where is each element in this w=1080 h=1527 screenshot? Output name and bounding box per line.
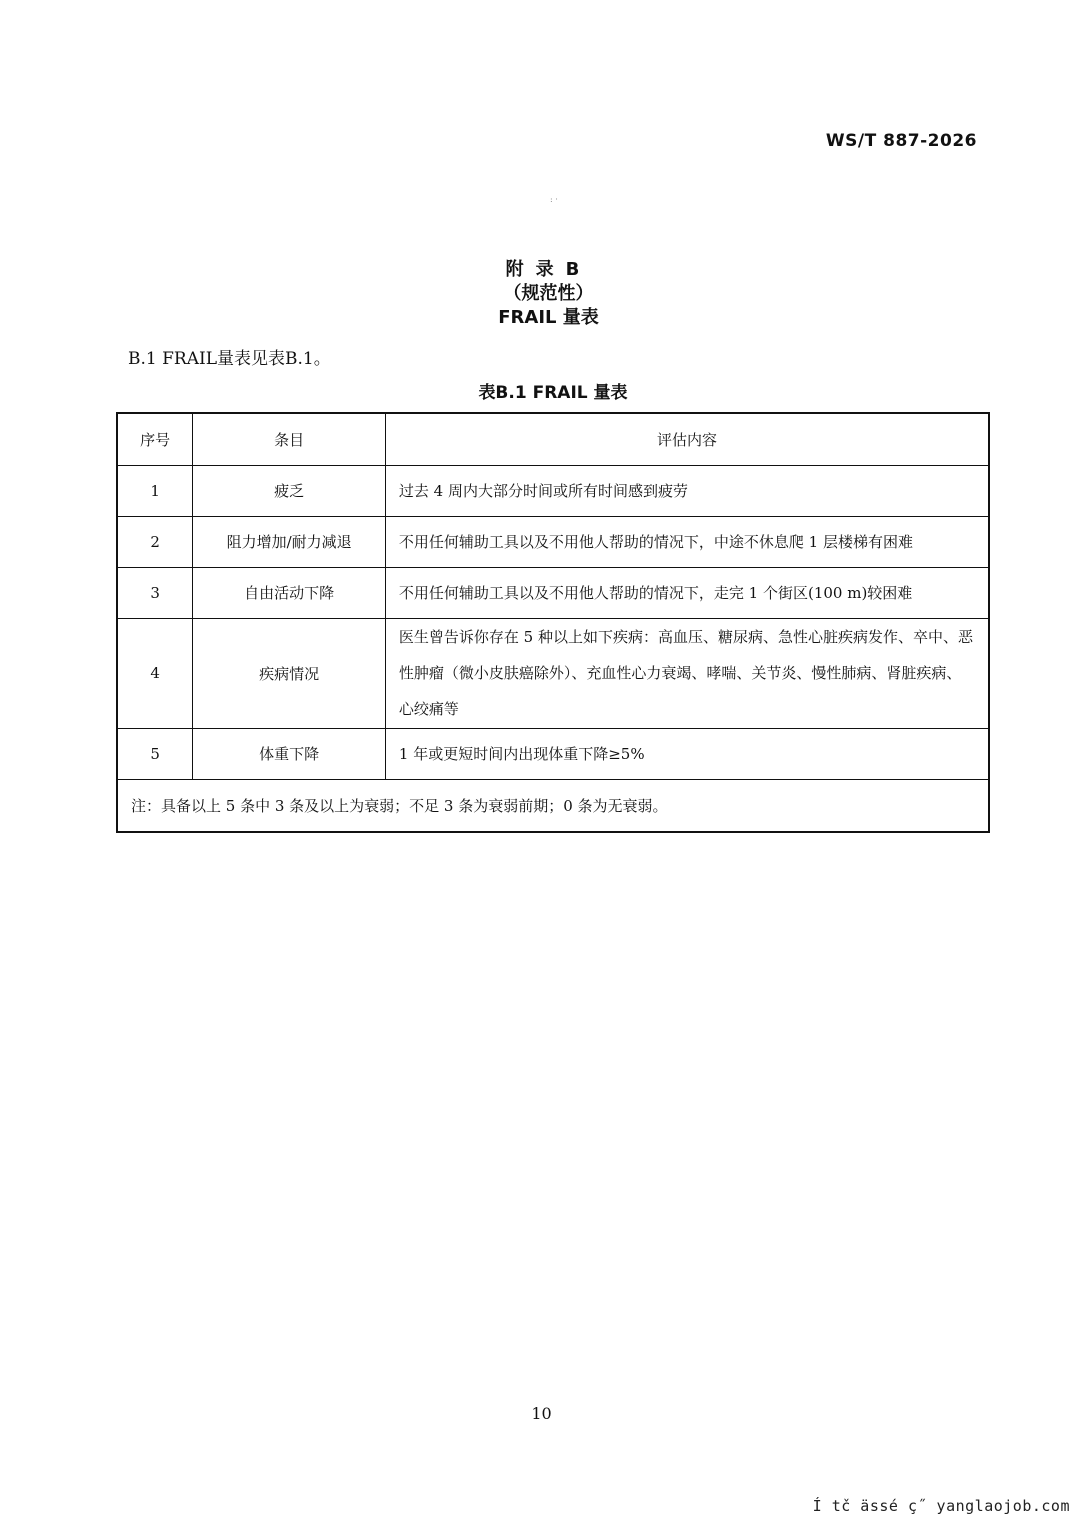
appendix-heading <box>0 258 1080 330</box>
table-row <box>117 618 989 728</box>
row-content: 医生曾告诉你存在 5 种以上如下疾病：高血压、糖尿病、急性心脏疾病发作、卒中、恶性肿瘤（微小皮肤癌除外）、充血性心力衰竭、哮喘、关节炎、慢性肺病、肾脏疾病、心绞痛等 <box>385 618 989 728</box>
header-content: 评估内容 <box>385 413 989 465</box>
table-row <box>117 728 989 779</box>
table-row <box>117 516 989 567</box>
row-no: 1 <box>117 465 193 516</box>
table-caption: 表B.1 FRAIL 量表 <box>478 383 628 403</box>
header-item: 条目 <box>193 413 386 465</box>
table-note: 注：具备以上 5 条中 3 条及以上为衰弱；不足 3 条为衰弱前期；0 条为无衰弱。 <box>117 779 989 832</box>
row-item: 疲乏 <box>193 465 386 516</box>
row-content: 不用任何辅助工具以及不用他人帮助的情况下，中途不休息爬 1 层楼梯有困难 <box>385 516 989 567</box>
table-header-row <box>117 413 989 465</box>
appendix-title: 附录B <box>505 259 592 280</box>
row-no: 3 <box>117 567 193 618</box>
scan-mark: : · <box>550 195 558 204</box>
row-item: 体重下降 <box>193 728 386 779</box>
table-row <box>117 465 989 516</box>
appendix-nature: （规范性） <box>503 283 594 304</box>
row-no: 5 <box>117 728 193 779</box>
frail-table <box>116 412 990 833</box>
row-content: 不用任何辅助工具以及不用他人帮助的情况下，走完 1 个街区(100 m)较困难 <box>385 567 989 618</box>
table-row <box>117 567 989 618</box>
row-item: 阻力增加/耐力减退 <box>193 516 386 567</box>
row-no: 2 <box>117 516 193 567</box>
standard-code: WS/T 887-2026 <box>825 131 977 151</box>
appendix-subject: FRAIL 量表 <box>498 307 599 328</box>
page-number: 10 <box>531 1404 552 1423</box>
row-item: 疾病情况 <box>193 618 386 728</box>
table-note-row <box>117 779 989 832</box>
row-item: 自由活动下降 <box>193 567 386 618</box>
clause-b1: B.1 FRAIL量表见表B.1。 <box>128 349 331 369</box>
watermark: Í tč ässé ç˝ yanglaojob.com <box>812 1497 1070 1515</box>
row-content: 1 年或更短时间内出现体重下降≥5% <box>385 728 989 779</box>
header-no: 序号 <box>117 413 193 465</box>
row-content: 过去 4 周内大部分时间或所有时间感到疲劳 <box>385 465 989 516</box>
row-no: 4 <box>117 618 193 728</box>
